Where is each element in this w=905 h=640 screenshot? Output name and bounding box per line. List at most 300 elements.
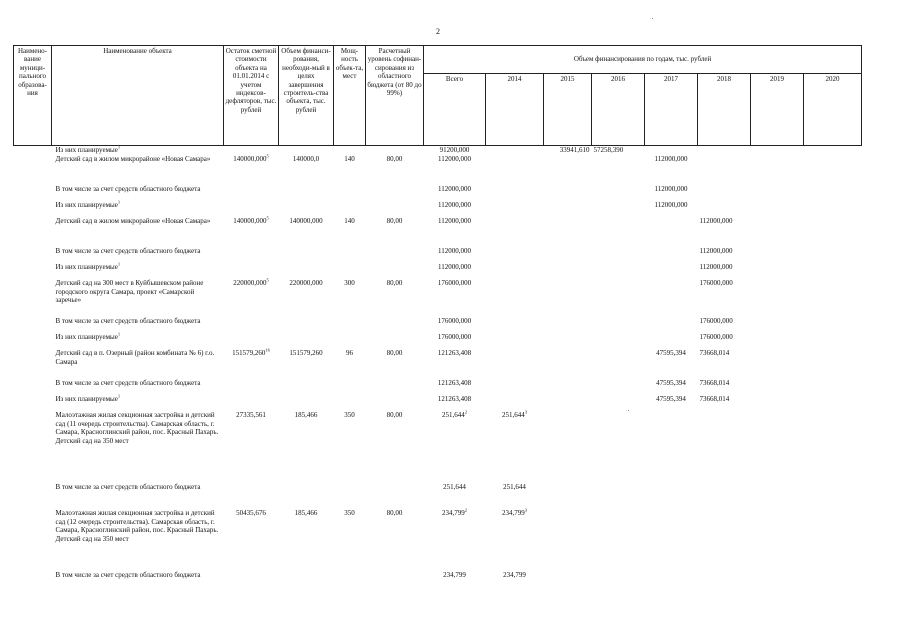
municipality-cell: [14, 155, 52, 185]
year-2016-cell: [592, 411, 645, 483]
capacity-cell: [334, 146, 366, 155]
footnote-mark: 1: [117, 393, 121, 399]
balance-value: 27335,561: [236, 410, 266, 419]
capacity-value: 300: [344, 278, 355, 287]
table-row: [14, 395, 862, 411]
level-cell: [366, 395, 424, 411]
object-name: Малоэтажная жилая секционная застройка и детский сад (11 очередь строительства). Самарская область, г. Самара, Красноглинский район, пос. Красный Пахарь. Детский сад на 350 мест: [55, 410, 219, 445]
total-cell: [424, 263, 486, 279]
year-2017-cell: [645, 155, 698, 185]
total-cell: [424, 155, 486, 185]
year-2019-cell: [751, 185, 804, 201]
footnote-mark: 3: [524, 507, 527, 513]
year-2017-value: 112000,000: [654, 184, 688, 193]
year-2014-cell: [486, 146, 544, 155]
footnote-mark: 1: [117, 331, 121, 337]
year-2014-value: 234,799: [503, 570, 526, 579]
level-cell: [366, 279, 424, 317]
capacity-cell: [334, 349, 366, 379]
year-2019-cell: [751, 317, 804, 333]
capacity-value: 140: [344, 154, 355, 163]
volume-cell: [279, 201, 334, 217]
balance-value: 140000,000: [233, 154, 267, 163]
year-2017-cell: [645, 279, 698, 317]
year-2015-cell: [544, 483, 592, 509]
year-2019-cell: [751, 263, 804, 279]
year-2016-cell: [592, 349, 645, 379]
year-2020-cell: [804, 483, 862, 509]
total-cell: [424, 411, 486, 483]
year-2016-cell: [592, 379, 645, 395]
capacity-cell: [334, 571, 366, 591]
year-2019-cell: [751, 571, 804, 591]
capacity-cell: [334, 379, 366, 395]
object-name: Детский сад в жилом микрорайоне «Новая Самара»: [55, 216, 211, 225]
table-header: [14, 46, 862, 146]
object-name-cell: [52, 185, 224, 201]
year-2019-cell: [751, 217, 804, 247]
level-value: 80,00: [386, 216, 403, 225]
balance-cell: [224, 146, 279, 155]
municipality-cell: [14, 279, 52, 317]
year-2018-cell: [698, 379, 751, 395]
total-cell: [424, 146, 486, 155]
header-year-total: Всего: [424, 74, 486, 146]
level-cell: [366, 146, 424, 155]
year-2015-cell: [544, 279, 592, 317]
footnote-mark: 1: [117, 199, 121, 205]
year-2015-cell: [544, 395, 592, 411]
table-row: [14, 279, 862, 317]
balance-cell: [224, 411, 279, 483]
volume-cell: [279, 483, 334, 509]
year-2016-cell: [592, 571, 645, 591]
level-cell: [366, 217, 424, 247]
capacity-cell: [334, 483, 366, 509]
year-2017-cell: [645, 411, 698, 483]
table-row: [14, 379, 862, 395]
balance-value: 140000,000: [233, 216, 267, 225]
total-value: 234,799: [442, 508, 465, 517]
balance-cell: [224, 201, 279, 217]
object-name-cell: [52, 509, 224, 571]
volume-cell: [279, 379, 334, 395]
table-row: [14, 155, 862, 185]
table-row: [14, 483, 862, 509]
level-cell: [366, 155, 424, 185]
year-2014-cell: [486, 379, 544, 395]
total-cell: [424, 217, 486, 247]
object-name: Детский сад в п. Озерный (район комбината № 6) г.о. Самара: [55, 348, 215, 366]
total-cell: [424, 483, 486, 509]
balance-cell: [224, 571, 279, 591]
year-2019-cell: [751, 349, 804, 379]
object-name: Малоэтажная жилая секционная застройка и детский сад (12 очередь строительства). Самарская область, г. Самара, Красноглинский район, пос. Красный Пахарь. Детский сад на 350 мест: [55, 508, 219, 543]
year-2016-cell: [592, 155, 645, 185]
year-2016-cell: [592, 201, 645, 217]
year-2018-cell: [698, 185, 751, 201]
year-2020-cell: [804, 379, 862, 395]
level-cell: [366, 411, 424, 483]
balance-cell: [224, 317, 279, 333]
total-value: 112000,000: [438, 154, 471, 163]
year-2016-cell: [592, 333, 645, 349]
year-2015-cell: [544, 317, 592, 333]
footnote-mark: 2: [464, 507, 467, 513]
total-value: 251,644: [442, 410, 465, 419]
year-2019-cell: [751, 411, 804, 483]
capacity-value: 350: [344, 508, 355, 517]
municipality-cell: [14, 146, 52, 155]
balance-cell: [224, 379, 279, 395]
year-2017-value: 112000,000: [654, 200, 688, 209]
footnote-mark: 5: [266, 277, 269, 283]
level-cell: [366, 483, 424, 509]
object-name-cell: [52, 217, 224, 247]
year-2017-value: 47595,394: [656, 348, 686, 357]
capacity-cell: [334, 509, 366, 571]
financing-table: [13, 45, 862, 591]
year-2014-cell: [486, 155, 544, 185]
level-cell: [366, 247, 424, 263]
year-2015-cell: [544, 411, 592, 483]
year-2015-cell: [544, 263, 592, 279]
total-value: 91200,000: [439, 146, 470, 154]
volume-cell: [279, 333, 334, 349]
municipality-cell: [14, 379, 52, 395]
year-2018-cell: [698, 279, 751, 317]
year-2016-cell: [592, 185, 645, 201]
balance-cell: [224, 395, 279, 411]
balance-cell: [224, 247, 279, 263]
balance-value: 50435,676: [236, 508, 266, 517]
year-2017-cell: [645, 571, 698, 591]
year-2015-cell: [544, 185, 592, 201]
object-name-cell: [52, 333, 224, 349]
total-value: 121263,408: [437, 394, 472, 403]
volume-value: 140000,0: [292, 154, 320, 163]
capacity-cell: [334, 395, 366, 411]
year-2014-value: 251,644: [503, 482, 526, 491]
table-row: [14, 571, 862, 591]
year-2017-cell: [645, 201, 698, 217]
municipality-cell: [14, 349, 52, 379]
year-2019-cell: [751, 395, 804, 411]
object-name: В том числе за счет средств областного бюджета: [55, 246, 201, 255]
year-2018-cell: [698, 483, 751, 509]
total-value: 112000,000: [438, 262, 471, 271]
total-cell: [424, 395, 486, 411]
object-name: Из них планируемые: [55, 146, 118, 154]
capacity-value: 96: [346, 348, 353, 357]
table-row: [14, 201, 862, 217]
footnote-mark: 1: [117, 144, 121, 150]
object-name-cell: [52, 279, 224, 317]
header-object: Наименование объекта: [52, 46, 224, 146]
volume-cell: [279, 217, 334, 247]
capacity-cell: [334, 185, 366, 201]
year-2014-cell: [486, 185, 544, 201]
total-cell: [424, 571, 486, 591]
year-2017-cell: [645, 483, 698, 509]
year-2017-cell: [645, 349, 698, 379]
object-name: Из них планируемые: [55, 332, 118, 341]
header-municipality: Наимено-вание муници-пального образова-ния: [14, 46, 52, 146]
year-2017-cell: [645, 333, 698, 349]
year-2016-value: 57258,390: [593, 146, 624, 154]
municipality-cell: [14, 247, 52, 263]
balance-value: 220000,000: [233, 278, 267, 287]
table-row: [14, 317, 862, 333]
table-row: [14, 263, 862, 279]
balance-cell: [224, 217, 279, 247]
year-2014-cell: [486, 217, 544, 247]
year-2018-cell: [698, 146, 751, 155]
total-cell: [424, 247, 486, 263]
municipality-cell: [14, 317, 52, 333]
total-cell: [424, 379, 486, 395]
footnote-mark: 5: [266, 153, 269, 159]
year-2018-cell: [698, 217, 751, 247]
object-name-cell: [52, 146, 224, 155]
year-2017-cell: [645, 146, 698, 155]
year-2014-cell: [486, 483, 544, 509]
year-2019-cell: [751, 379, 804, 395]
municipality-cell: [14, 263, 52, 279]
table-row: [14, 509, 862, 571]
year-2019-cell: [751, 279, 804, 317]
balance-cell: [224, 279, 279, 317]
balance-cell: [224, 483, 279, 509]
year-2018-cell: [698, 155, 751, 185]
total-cell: [424, 333, 486, 349]
year-2017-cell: [645, 185, 698, 201]
table-row: [14, 333, 862, 349]
year-2018-value: 73668,014: [699, 348, 730, 357]
total-cell: [424, 201, 486, 217]
year-2020-cell: [804, 411, 862, 483]
table-row: [14, 247, 862, 263]
total-value: 112000,000: [438, 246, 471, 255]
footnote-mark: 3: [524, 409, 527, 415]
year-2015-cell: [544, 333, 592, 349]
year-2018-value: 112000,000: [699, 262, 733, 271]
level-cell: [366, 263, 424, 279]
municipality-cell: [14, 411, 52, 483]
capacity-cell: [334, 279, 366, 317]
object-name-cell: [52, 483, 224, 509]
year-2018-value: 73668,014: [699, 394, 730, 403]
year-2019-cell: [751, 483, 804, 509]
year-2016-cell: [592, 509, 645, 571]
object-name-cell: [52, 379, 224, 395]
year-2019-cell: [751, 509, 804, 571]
year-2017-cell: [645, 317, 698, 333]
year-2015-cell: [544, 155, 592, 185]
year-2018-cell: [698, 247, 751, 263]
year-2020-cell: [804, 185, 862, 201]
year-2018-cell: [698, 263, 751, 279]
capacity-value: 140: [344, 216, 355, 225]
year-2017-cell: [645, 247, 698, 263]
year-2015-cell: [544, 247, 592, 263]
year-2018-value: 176000,000: [699, 332, 733, 341]
municipality-cell: [14, 333, 52, 349]
volume-cell: [279, 411, 334, 483]
table-row: [14, 146, 862, 155]
year-2020-cell: [804, 247, 862, 263]
year-2020-cell: [804, 571, 862, 591]
year-2017-cell: [645, 395, 698, 411]
year-2020-cell: [804, 349, 862, 379]
year-2019-cell: [751, 155, 804, 185]
year-2015-cell: [544, 146, 592, 155]
year-2014-cell: [486, 571, 544, 591]
total-value: 112000,000: [438, 200, 471, 209]
level-cell: [366, 379, 424, 395]
object-name-cell: [52, 349, 224, 379]
object-name-cell: [52, 263, 224, 279]
year-2019-cell: [751, 333, 804, 349]
balance-cell: [224, 333, 279, 349]
object-name: В том числе за счет средств областного бюджета: [55, 316, 201, 325]
year-2020-cell: [804, 146, 862, 155]
year-2015-cell: [544, 571, 592, 591]
volume-value: 151579,260: [289, 348, 323, 357]
object-name: Из них планируемые: [55, 262, 118, 271]
header-year-2016: 2016: [592, 74, 645, 146]
level-cell: [366, 185, 424, 201]
total-cell: [424, 185, 486, 201]
volume-cell: [279, 247, 334, 263]
object-name: В том числе за счет средств областного бюджета: [55, 378, 201, 387]
year-2015-cell: [544, 509, 592, 571]
year-2016-cell: [592, 263, 645, 279]
object-name-cell: [52, 571, 224, 591]
year-2014-cell: [486, 317, 544, 333]
year-2018-cell: [698, 317, 751, 333]
object-name-cell: [52, 411, 224, 483]
year-2020-cell: [804, 509, 862, 571]
year-2017-value: 112000,000: [654, 154, 688, 163]
total-cell: [424, 509, 486, 571]
header-capacity: Мощ-ность объек-та, мест: [334, 46, 366, 146]
total-value: 176000,000: [437, 278, 472, 287]
level-cell: [366, 317, 424, 333]
header-financing-by-year: Объем финансирования по годам, тыс. рублей: [424, 46, 862, 74]
level-value: 80,00: [386, 508, 403, 517]
table-row: [14, 217, 862, 247]
object-name: В том числе за счет средств областного бюджета: [55, 570, 201, 579]
object-name: Из них планируемые: [55, 394, 118, 403]
total-value: 234,799: [443, 570, 466, 579]
year-2014-value: 234,799: [502, 508, 525, 517]
header-year-2018: 2018: [698, 74, 751, 146]
table-row: [14, 185, 862, 201]
total-value: 112000,000: [438, 184, 471, 193]
volume-cell: [279, 155, 334, 185]
table-row: [14, 411, 862, 483]
year-2015-cell: [544, 379, 592, 395]
balance-cell: [224, 349, 279, 379]
footnote-mark: 16: [265, 347, 270, 353]
year-2017-cell: [645, 509, 698, 571]
year-2018-cell: [698, 333, 751, 349]
year-2018-value: 73668,014: [699, 378, 730, 387]
year-2014-value: 251,644: [502, 410, 525, 419]
page-number: 2: [436, 27, 440, 36]
year-2016-cell: [592, 483, 645, 509]
volume-cell: [279, 349, 334, 379]
balance-cell: [224, 155, 279, 185]
year-2020-cell: [804, 317, 862, 333]
capacity-cell: [334, 333, 366, 349]
year-2018-cell: [698, 571, 751, 591]
volume-cell: [279, 263, 334, 279]
volume-cell: [279, 509, 334, 571]
object-name: Детский сад в жилом микрорайоне «Новая Самара»: [55, 154, 211, 163]
header-year-2019: 2019: [751, 74, 804, 146]
year-2014-cell: [486, 333, 544, 349]
year-2014-cell: [486, 509, 544, 571]
year-2014-cell: [486, 395, 544, 411]
year-2017-cell: [645, 379, 698, 395]
year-2014-cell: [486, 247, 544, 263]
year-2018-cell: [698, 509, 751, 571]
year-2017-value: 47595,394: [656, 394, 686, 403]
total-value: 176000,000: [437, 316, 472, 325]
header-cofinancing-level: Расчетный уровень софинан-сирования из областного бюджета (от 80 до 99%): [366, 46, 424, 146]
municipality-cell: [14, 395, 52, 411]
total-value: 176000,000: [437, 332, 472, 341]
year-2019-cell: [751, 247, 804, 263]
year-2018-cell: [698, 201, 751, 217]
volume-value: 140000,000: [289, 216, 323, 225]
object-name-cell: [52, 201, 224, 217]
footnote-mark: 1: [117, 261, 121, 267]
table-row: [14, 349, 862, 379]
header-year-2015: 2015: [544, 74, 592, 146]
object-name-cell: [52, 395, 224, 411]
year-2020-cell: [804, 279, 862, 317]
year-2015-cell: [544, 201, 592, 217]
year-2016-cell: [592, 279, 645, 317]
volume-cell: [279, 279, 334, 317]
footnote-mark: 2: [464, 409, 467, 415]
object-name-cell: [52, 247, 224, 263]
municipality-cell: [14, 509, 52, 571]
level-cell: [366, 349, 424, 379]
municipality-cell: [14, 201, 52, 217]
object-name: В том числе за счет средств областного бюджета: [55, 184, 201, 193]
object-name: Из них планируемые: [55, 200, 118, 209]
volume-cell: [279, 185, 334, 201]
capacity-cell: [334, 411, 366, 483]
header-volume: Объем финанси-рования, необходи-мый в целях завершения строитель-ства объекта, тыс. рублей: [279, 46, 334, 146]
year-2017-value: 47595,394: [656, 378, 686, 387]
year-2014-cell: [486, 201, 544, 217]
header-year-2017: 2017: [645, 74, 698, 146]
year-2018-cell: [698, 395, 751, 411]
year-2015-cell: [544, 217, 592, 247]
total-value: 112000,000: [438, 216, 471, 225]
year-2016-cell: [592, 146, 645, 155]
municipality-cell: [14, 217, 52, 247]
year-2016-cell: [592, 247, 645, 263]
volume-value: 185,466: [294, 508, 318, 517]
year-2014-cell: [486, 349, 544, 379]
object-name: В том числе за счет средств областного бюджета: [55, 482, 201, 491]
